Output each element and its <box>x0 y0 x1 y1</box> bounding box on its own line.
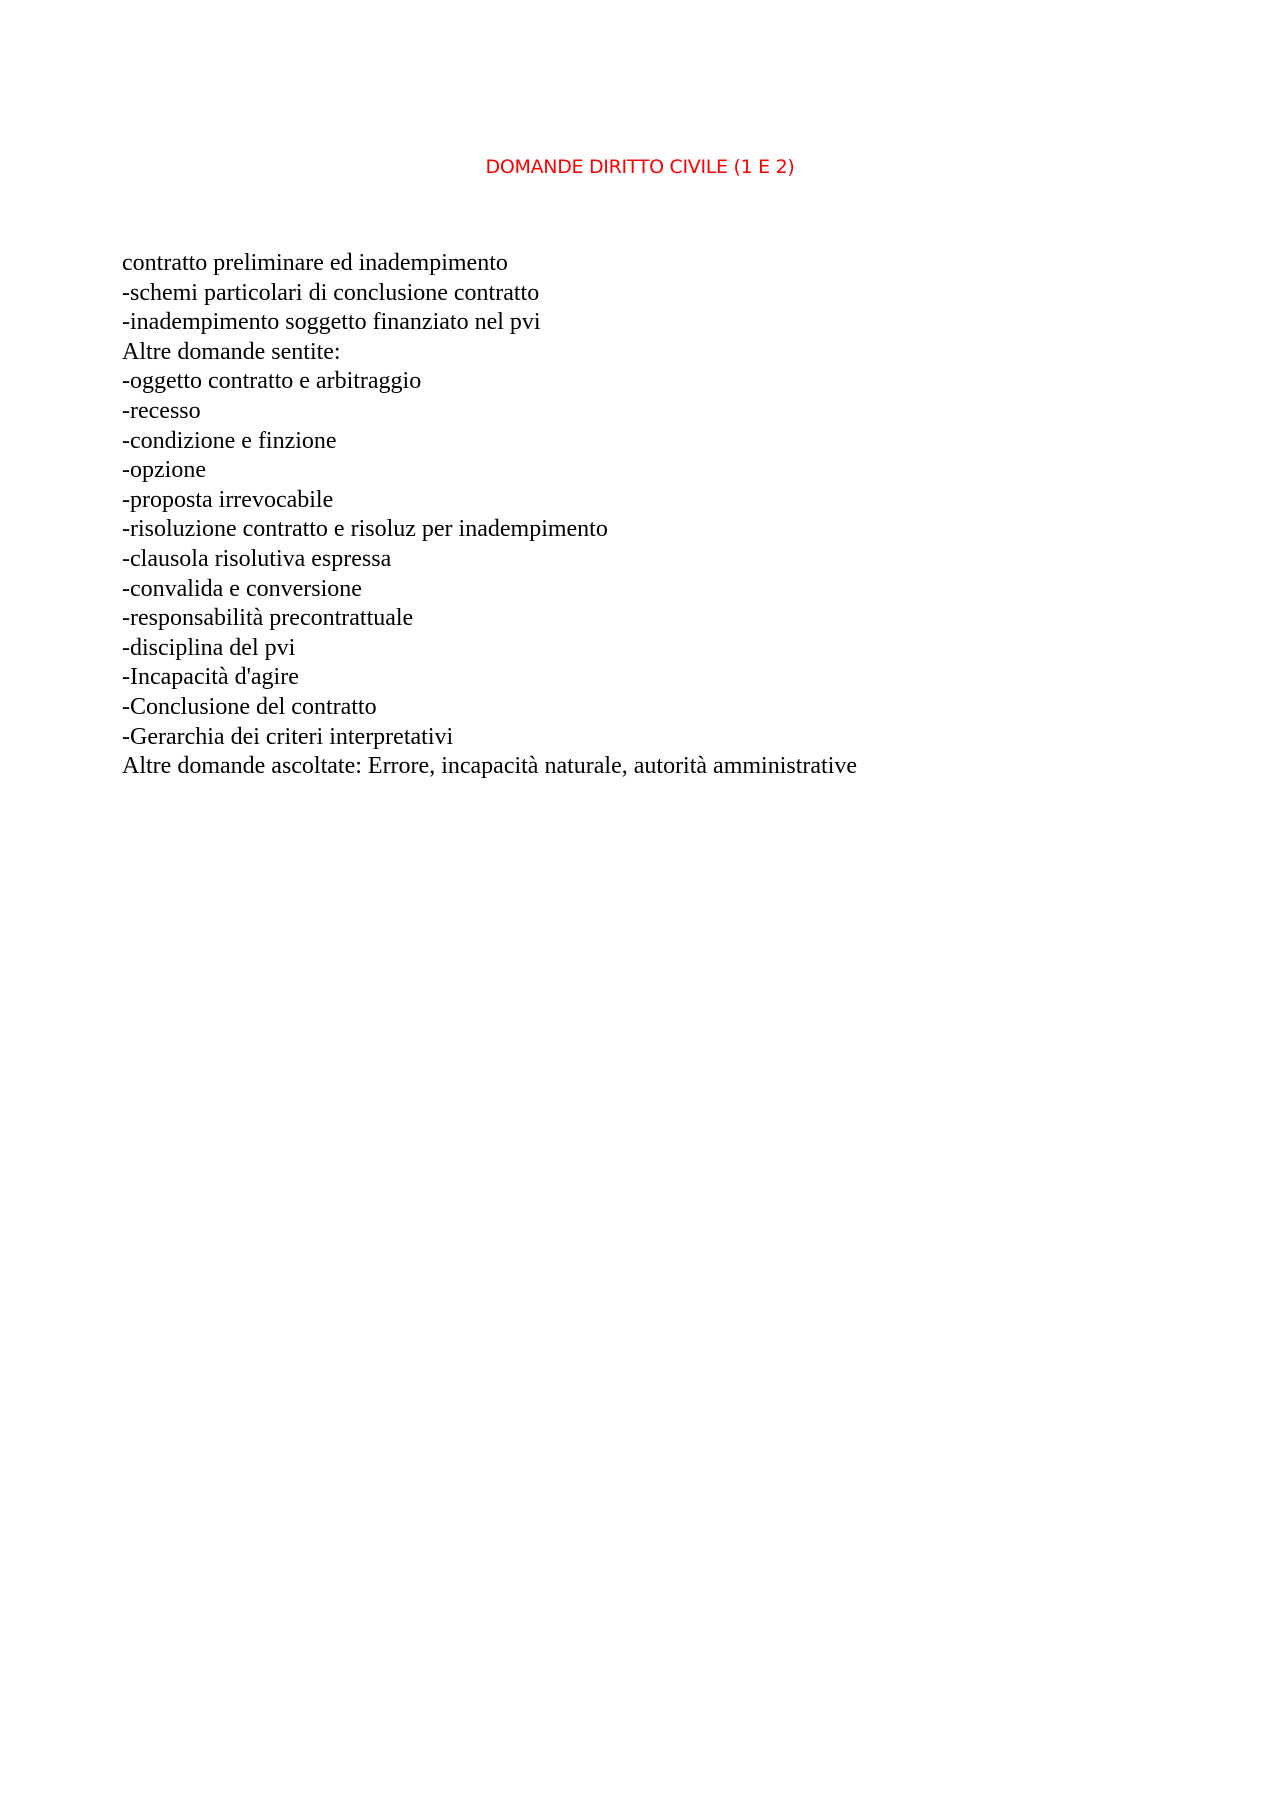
body-line: -recesso <box>122 397 201 424</box>
body-line: -Gerarchia dei criteri interpretativi <box>122 723 454 750</box>
body-line: -disciplina del pvi <box>122 634 296 661</box>
body-line: -clausola risolutiva espressa <box>122 545 392 572</box>
body-line: -Incapacità d'agire <box>122 664 299 691</box>
body-line: -opzione <box>122 457 206 484</box>
body-line: -responsabilità precontrattuale <box>122 605 414 632</box>
body-line: -convalida e conversione <box>122 575 362 602</box>
body-line: -oggetto contratto e arbitraggio <box>122 368 422 395</box>
body-line: contratto preliminare ed inadempimento <box>122 250 508 276</box>
body-line: -inadempimento soggetto finanziato nel pvi <box>122 309 541 336</box>
body-line: Altre domande sentite: <box>122 338 341 365</box>
body-line: -risoluzione contratto e risoluz per inadempimento <box>122 516 608 543</box>
document-body <box>122 249 1222 782</box>
body-line: -proposta irrevocabile <box>122 486 334 513</box>
body-line: -condizione e finzione <box>122 427 337 454</box>
document-title: DOMANDE DIRITTO CIVILE (1 E 2) <box>485 156 795 178</box>
body-line: Altre domande ascoltate: Errore, incapacità naturale, autorità amministrative <box>122 753 858 780</box>
body-line: -Conclusione del contratto <box>122 693 377 720</box>
body-line: -schemi particolari di conclusione contratto <box>122 279 540 306</box>
